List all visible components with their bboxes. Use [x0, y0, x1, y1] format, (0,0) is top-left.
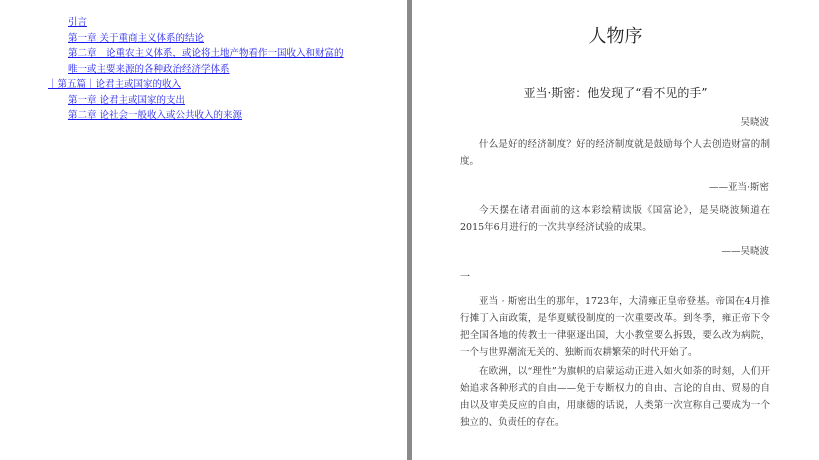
body-paragraph-1: 亚当 · 斯密出生的那年，1723年，大清雍正皇帝登基。帝国在4月推行摊丁入亩政策，是华夏赋役制度的一次重要改革。到冬季，雍正帝下令把全国各地的传教士一律驱逐出国，大小教堂要么拆毁，要么改为病院，一个与世界潮流无关的、独断而农耕繁荣的时代开始了。: [460, 296, 770, 358]
toc-link-chapter-2[interactable]: 第二章 论重农主义体系，或论将土地产物看作一国收入和财富的: [68, 48, 344, 59]
toc-item: [0, 77, 344, 93]
intro-attribution: ——吴晓波: [721, 246, 769, 257]
author-name: 吴晓波: [740, 117, 769, 128]
quote-attribution: ——亚当·斯密: [708, 182, 769, 193]
left-page: [0, 0, 407, 460]
page-title: 人物序: [588, 26, 643, 47]
quote-text: 什么是好的经济制度？好的经济制度就是鼓励每个人去创造财富的制度。: [460, 139, 770, 167]
toc-item: [0, 62, 344, 78]
toc-link-part5-chapter-2[interactable]: 第二章 论社会一般收入或公共收入的来源: [68, 110, 243, 121]
table-of-contents: [0, 15, 344, 124]
section-number: 一: [460, 272, 470, 283]
toc-link-part5-chapter-1[interactable]: 第一章 论君主或国家的支出: [68, 94, 186, 106]
toc-item: [0, 46, 344, 62]
body-paragraph-2: 在欧洲，以“理性”为旗帜的启蒙运动正进入如火如荼的时刻，人们开始追求各种形式的自由——免于专断权力的自由、言论的自由、贸易的自由以及审美反应的自由，用康德的话说，人类第一次宣称自己要成为一个独立的、负责任的存在。: [460, 366, 770, 428]
toc-item: [0, 108, 344, 124]
toc-link-chapter-2-cont[interactable]: 唯一或主要来源的各种政治经济学体系: [68, 63, 230, 75]
toc-item: [0, 93, 344, 109]
toc-item: [0, 31, 344, 47]
toc-item: [0, 15, 344, 31]
toc-link-part-5[interactable]: ｜第五篇｜论君主或国家的收入: [48, 79, 182, 90]
toc-link-chapter-1[interactable]: 第一章 关于重商主义体系的结论: [68, 32, 205, 44]
right-page: [412, 0, 819, 460]
article-headline: 亚当·斯密：他发现了“看不见的手”: [523, 86, 708, 100]
toc-link-introduction[interactable]: 引言: [68, 17, 88, 28]
intro-paragraph: 今天摆在诸君面前的这本彩绘精读版《国富论》，是吴晓波频道在2015年6月进行的一次共享经济试验的成果。: [460, 205, 770, 233]
